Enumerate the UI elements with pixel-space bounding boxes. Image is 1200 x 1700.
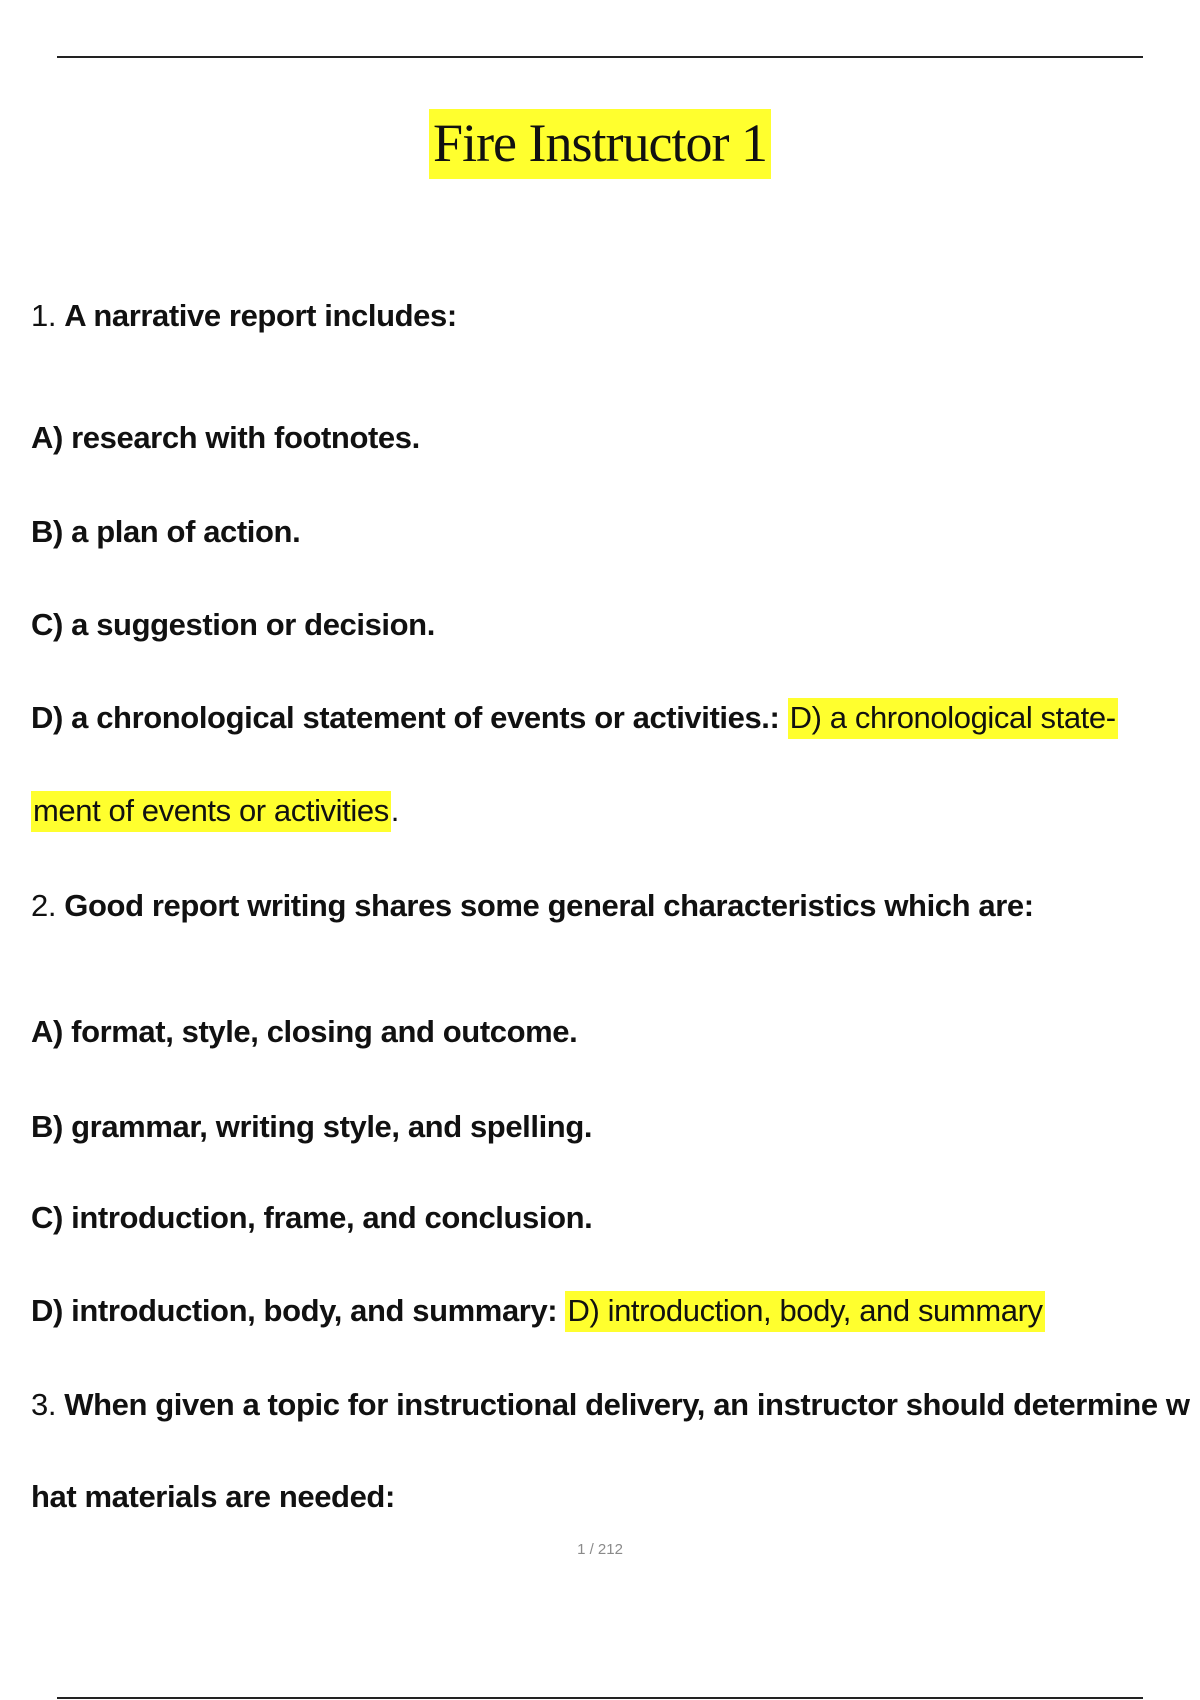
question-3-continued [31, 1477, 395, 1517]
question-1-number: 1. [31, 298, 57, 333]
question-1-option-d [31, 698, 1118, 738]
option-text: introduction, body, and summary: [71, 1293, 558, 1328]
option-letter: A) [31, 1014, 63, 1049]
answer-highlight: ment of events or activities [31, 791, 391, 832]
question-1-option-b [31, 512, 300, 552]
answer-highlight: D) a chronological state- [788, 698, 1118, 739]
option-text: a suggestion or decision. [71, 607, 435, 642]
question-2-text: Good report writing shares some general characteristics which are: [64, 888, 1034, 923]
question-2-number: 2. [31, 888, 57, 923]
option-letter: B) [31, 514, 63, 549]
question-3-number: 3. [31, 1387, 57, 1422]
option-text: a plan of action. [71, 514, 301, 549]
answer-highlight: D) introduction, body, and summary [565, 1291, 1044, 1332]
option-letter: A) [31, 420, 63, 455]
bottom-rule [57, 1697, 1143, 1699]
option-text: a chronological statement of events or activities.: [71, 700, 780, 735]
document-title [0, 112, 1200, 174]
question-1-answer-continued [31, 791, 399, 831]
option-letter: C) [31, 1200, 63, 1235]
question-3 [31, 1385, 1190, 1425]
option-letter: D) [31, 700, 63, 735]
question-2-option-c [31, 1198, 592, 1238]
answer-trailing-period: . [390, 793, 400, 828]
question-1 [31, 296, 457, 336]
option-text: grammar, writing style, and spelling. [71, 1109, 593, 1144]
option-letter: D) [31, 1293, 63, 1328]
question-2-option-a [31, 1012, 577, 1052]
top-rule [57, 56, 1143, 58]
document-title-text: Fire Instructor 1 [429, 109, 771, 179]
option-text: format, style, closing and outcome. [71, 1014, 578, 1049]
question-1-text: A narrative report includes: [64, 298, 457, 333]
question-1-option-a [31, 418, 420, 458]
question-2-option-d [31, 1291, 1045, 1331]
option-letter: C) [31, 607, 63, 642]
page-indicator: 1 / 212 [577, 1541, 623, 1558]
option-letter: B) [31, 1109, 63, 1144]
question-2-option-b [31, 1107, 592, 1147]
option-text: introduction, frame, and conclusion. [71, 1200, 593, 1235]
option-text: research with footnotes. [71, 420, 420, 455]
question-2 [31, 886, 1034, 926]
question-3-text-line-1: When given a topic for instructional delivery, an instructor should determine w [64, 1387, 1190, 1422]
question-3-text-line-2: hat materials are needed: [31, 1479, 395, 1514]
question-1-option-c [31, 605, 435, 645]
